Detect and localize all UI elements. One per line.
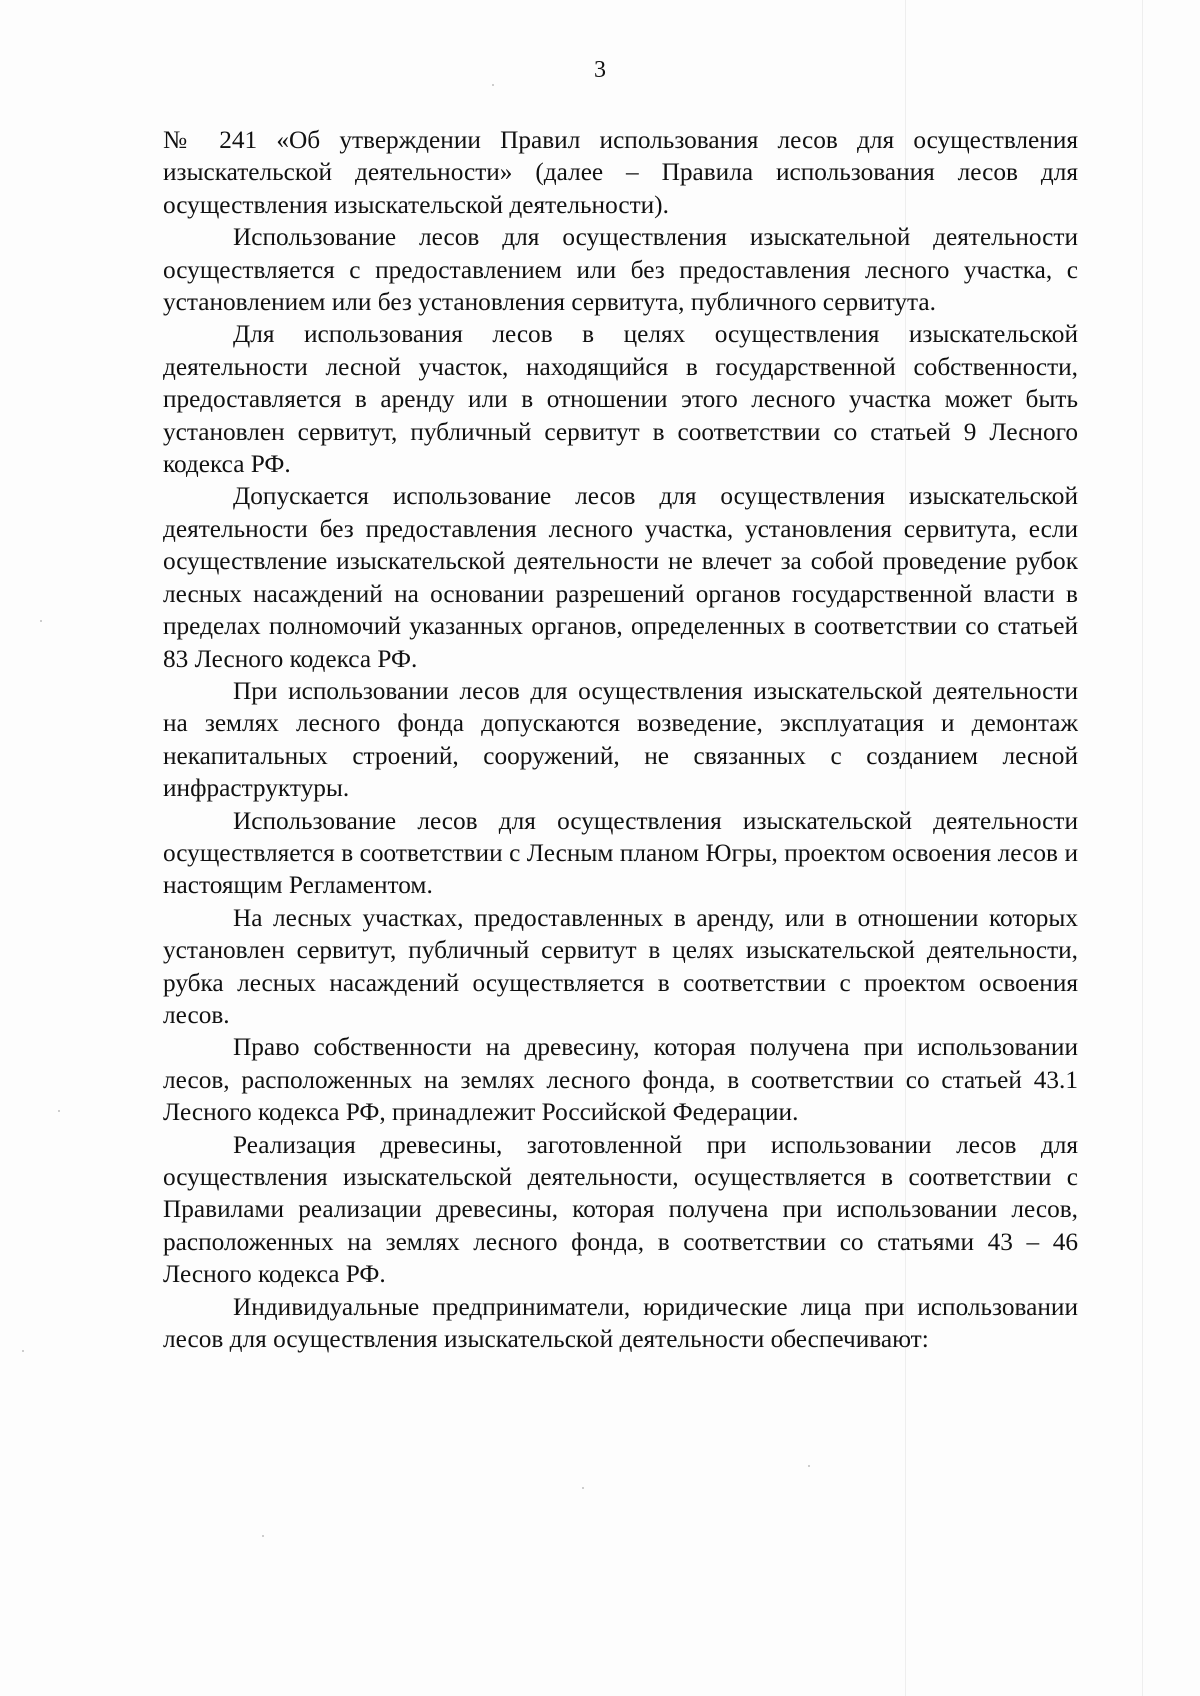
paragraph: № 241 «Об утверждении Правил использования лесов для осуществления изыскательской деятельности» (далее – Правила использования лесов для осуществления изыскательской деятельности). xyxy=(163,126,1078,219)
scan-speck xyxy=(22,1350,24,1352)
paragraph: На лесных участках, предоставленных в аренду, или в отношении которых установлен сервитут, публичный сервитут в целях изыскательской деятельности, рубка лесных насаждений осуществляется в соответствии с проектом освоения лесов. xyxy=(163,903,1078,1029)
scan-artifact-line xyxy=(1142,0,1143,1696)
scan-speck xyxy=(40,620,42,622)
scan-speck xyxy=(262,1535,264,1537)
document-body xyxy=(163,124,1078,1355)
paragraph: При использовании лесов для осуществления изыскательской деятельности на землях лесного фонда допускаются возведение, эксплуатация и демонтаж некапитальных строений, сооружений, не связанных с созданием лесной инфраструктуры. xyxy=(163,676,1078,803)
paragraph: Реализация древесины, заготовленной при использовании лесов для осуществления изыскательской деятельности, осуществляется в соответствии с Правилами реализации древесины, которая получена при использовании лесов, расположенных на землях лесного фонда, в соответствии со статьями 43 – 46 Лесного кодекса РФ. xyxy=(163,1130,1078,1289)
paragraph: Индивидуальные предприниматели, юридические лица при использовании лесов для осуществления изыскательской деятельности обеспечивают: xyxy=(163,1292,1078,1354)
paragraph: Для использования лесов в целях осуществления изыскательской деятельности лесной участок, находящийся в государственной собственности, предоставляется в аренду или в отношении этого лесного участка может быть установлен сервитут, публичный сервитут в соответствии со статьей 9 Лесного кодекса РФ. xyxy=(163,320,1078,479)
scan-speck xyxy=(582,1487,584,1489)
paragraph: Допускается использование лесов для осуществления изыскательской деятельности без предоставления лесного участка, установления сервитута, если осуществление изыскательской деятельности не влечет за собой проведение рубок лесных насаждений на основании разрешений органов государственной власти в пределах полномочий указанных органов, определенных в соответствии со статьей 83 Лесного кодекса РФ. xyxy=(163,482,1078,673)
paragraph: Право собственности на древесину, которая получена при использовании лесов, расположенных на землях лесного фонда, в соответствии со статьей 43.1 Лесного кодекса РФ, принадлежит Российской Федерации. xyxy=(163,1033,1078,1127)
paragraph: Использование лесов для осуществления изыскательской деятельности осуществляется в соответствии с Лесным планом Югры, проектом освоения лесов и настоящим Регламентом. xyxy=(163,806,1078,900)
scan-speck xyxy=(58,1110,60,1112)
scan-speck xyxy=(808,1465,810,1467)
paragraph: Использование лесов для осуществления изыскательной деятельности осуществляется с предоставлением или без предоставления лесного участка, с установлением или без установления сервитута, публичного сервитута. xyxy=(163,223,1078,317)
scan-speck xyxy=(492,84,494,86)
page-number: 3 xyxy=(594,57,606,83)
